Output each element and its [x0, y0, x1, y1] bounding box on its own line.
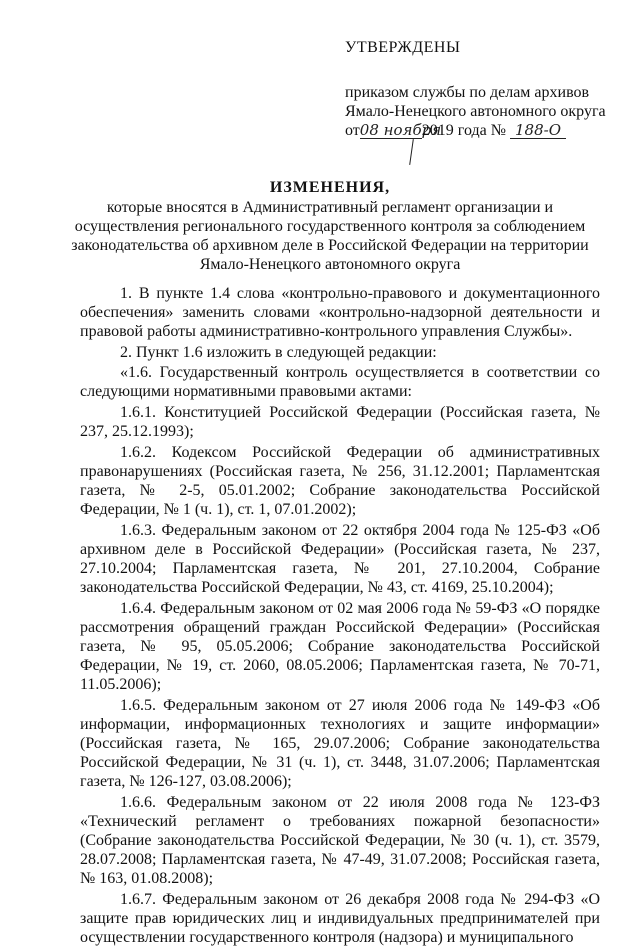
document-heading — [60, 178, 600, 274]
paragraph-3: «1.6. Государственный контроль осуществляется в соответствии со следующими нормативными правовыми актами: — [80, 364, 600, 400]
paragraph-2: 2. Пункт 1.6 изложить в следующей редакции: — [120, 344, 437, 361]
approval-block — [345, 38, 615, 140]
paragraph-4: 1.6.1. Конституцией Российской Федерации (Российская газета, № 237, 25.12.1993); — [80, 404, 600, 440]
paragraph-6: 1.6.3. Федеральным законом от 22 октября 2004 года № 125-ФЗ «Об архивном деле в Российской Федерации» (Российская газета, № 237, 27.10.2004; Парламентская газета, № 201, 27.10.2004, Собрание законодательства Российской Федерации, № 43, ст. 4169, 25.10.2004); — [80, 522, 600, 596]
heading-line: осуществления регионального государственного контроля за соблюдением — [74, 218, 586, 235]
paragraph-7: 1.6.4. Федеральным законом от 02 мая 2006 года № 59-ФЗ «О порядке рассмотрения обращений граждан Российской Федерации» (Российская газета, № 95, 05.05.2006; Собрание законодательства Российской Федерации, № 19, ст. 2060, 08.05.2006; Парламентская газета, № 70-71, 11.05.2006); — [80, 600, 600, 693]
approval-line-2: Ямало-Ненецкого автономного округа — [345, 103, 606, 120]
heading-title: ИЗМЕНЕНИЯ, — [269, 179, 391, 196]
approved-title: УТВЕРЖДЕНЫ — [345, 39, 461, 56]
document-body — [80, 284, 600, 949]
heading-line: которые вносятся в Административный регламент организации и — [106, 199, 554, 216]
paragraph-9: 1.6.6. Федеральным законом от 22 июля 2008 года № 123-ФЗ «Технический регламент о требованиях пожарной безопасности» (Собрание законодательства Российской Федерации, № 30 (ч. 1), ст. 3579, 28.07.2008; Парламентская газета, № 47-49, 31.07.2008; Российская газета, № 163, 01.08.2008); — [80, 794, 600, 887]
heading-line: Ямало-Ненецкого автономного округа — [199, 256, 461, 273]
heading-line: законодательства об архивном деле в Российской Федерации на территории — [71, 237, 589, 254]
date-prefix: от — [345, 122, 360, 139]
approval-date-line — [345, 121, 566, 140]
handwritten-order-number: 188-О — [510, 122, 566, 139]
handwritten-date: 08 ноября — [359, 121, 442, 139]
paragraph-5: 1.6.2. Кодексом Российской Федерации об административных правонарушениях (Российская газета, № 256, 31.12.2001; Парламентская газета, № 2-5, 05.01.2002; Собрание законодательства Российской Федерации, № 1 (ч. 1), ст. 1, 07.01.2002); — [80, 444, 600, 518]
paragraph-8: 1.6.5. Федеральным законом от 27 июля 2006 года № 149-ФЗ «Об информации, информационных технологиях и защите информации» (Российская газета, № 165, 29.07.2006; Собрание законодательства Российской Федерации, № 31 (ч. 1), ст. 3448, 31.07.2006; Парламентская газета, № 126-127, 03.08.2006); — [80, 697, 600, 790]
year-text: 2019 года № — [421, 122, 506, 139]
paragraph-1: 1. В пункте 1.4 слова «контрольно-правового и документационного обеспечения» заменить словами «контрольно-надзорной деятельности и правовой работы административно-контрольного управления Службы». — [80, 285, 600, 340]
signature-stroke — [409, 139, 414, 165]
approval-line-1: приказом службы по делам архивов — [345, 84, 590, 101]
paragraph-10: 1.6.7. Федеральным законом от 26 декабря 2008 года № 294-ФЗ «О защите прав юридических лиц и индивидуальных предпринимателей при осуществлении государственного контроля (надзора) и муниципального — [80, 891, 600, 946]
